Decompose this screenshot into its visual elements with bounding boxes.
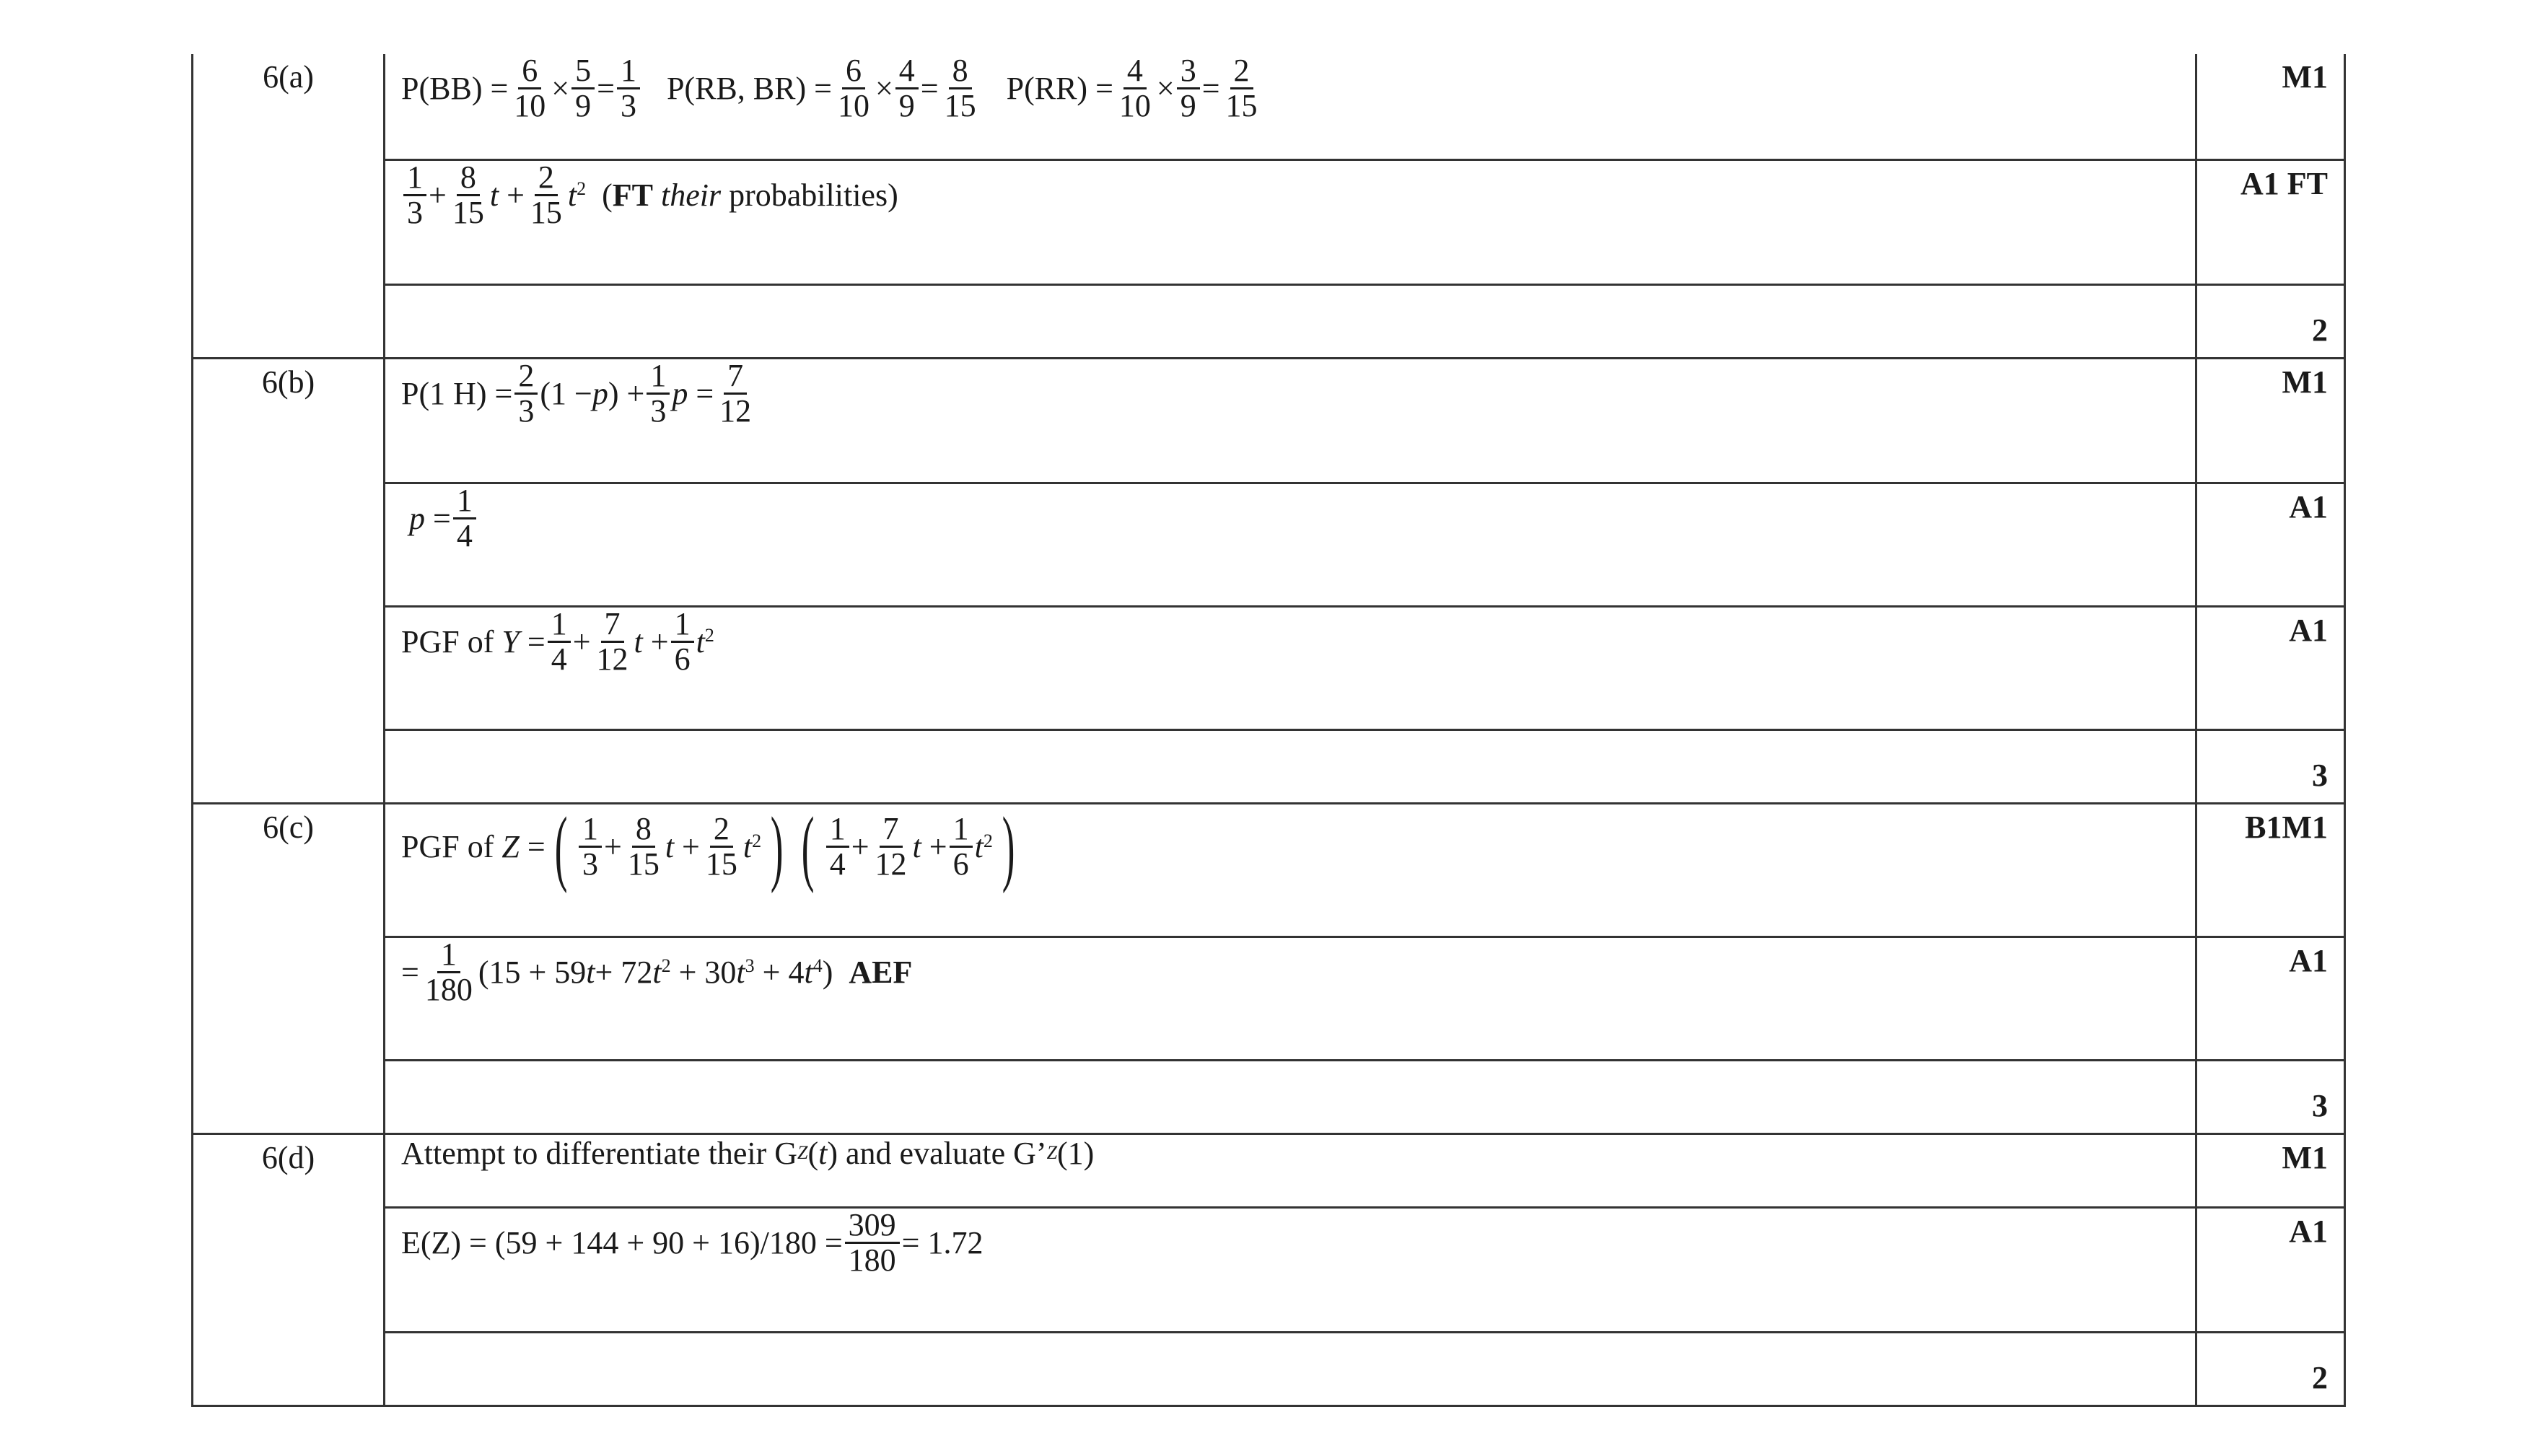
question-6a-label: 6(a) [193, 54, 385, 358]
mark-6b-3: A1 [2196, 606, 2345, 729]
row-6d-1 [193, 1133, 2345, 1207]
mark-6b-2: A1 [2196, 483, 2345, 606]
total-6a: 2 [2196, 284, 2345, 358]
row-6b-2 [193, 483, 2345, 606]
total-6b: 3 [2196, 729, 2345, 803]
row-6a-1 [193, 54, 2345, 159]
mark-6c-1: B1M1 [2196, 803, 2345, 937]
aef-note: AEF [849, 954, 913, 990]
row-6b-total [193, 729, 2345, 803]
mark-6b-1: M1 [2196, 358, 2345, 483]
working-6a-probabilities: P(BB) = $\frac{6}{10}$ × $\frac{5}{9}$ = $\frac{1}{3}$ P(RB, BR) = $\frac{6}{10}$ × $\frac{4}{9}$ = $\frac{8}{15}$ P(RR) = $\frac{4}{10}$ × $\frac{3}{9}$ = $\frac{2}{15}$ [385, 54, 2196, 159]
working-6d-attempt: Attempt to differentiate their G Z ( t ) and evaluate G’ Z (1) [385, 1133, 2196, 1207]
total-6c: 3 [2196, 1060, 2345, 1133]
working-6b-p-value: p = $\frac{1}{4}$ [385, 483, 2196, 606]
row-6a-2 [193, 159, 2345, 284]
mark-6c-2: A1 [2196, 937, 2345, 1060]
working-6b-equation: P(1 H) = $\frac{2}{3}$ (1 − p ) + $\frac{1}{3}$ p = $\frac{7}{12}$ [385, 358, 2196, 483]
row-6b-1 [193, 358, 2345, 483]
ft-note-open: ( [602, 177, 613, 213]
ft-note-bold: FT [612, 177, 654, 213]
row-6c-total [193, 1060, 2345, 1133]
question-6b-label: 6(b) [193, 358, 385, 803]
ez-prefix: E(Z) = (59 + 144 + 90 + 16)/180 = [401, 1224, 843, 1260]
ez-result: = 1.72 [901, 1224, 984, 1260]
working-6b-pgf-y: PGF of Y = $\frac{1}{4}$ + $\frac{7}{12}$ t + $\frac{1}{6}$ t $^2$ [385, 606, 2196, 729]
mark-6d-2: A1 [2196, 1207, 2345, 1332]
question-6c-label: 6(c) [193, 803, 385, 1133]
mark-6a-2: A1 FT [2196, 159, 2345, 284]
ez-denominator: 180 [848, 1242, 896, 1278]
working-6d-expectation [385, 1207, 2196, 1332]
row-6c-1 [193, 803, 2345, 937]
row-6d-2 [193, 1207, 2345, 1332]
mark-6a-1: M1 [2196, 54, 2345, 159]
mark-scheme-table [191, 54, 2346, 1407]
working-6c-pgf-z: PGF of Z = ( $\frac{1}{3}$ + $\frac{8}{15}$ t + $\frac{2}{15}$ t $^2$ ) ( $\frac{1}{4}$ + $\frac{7}{12}$ t + $\frac{1}{6}$ t $^2$ ) [385, 803, 2196, 937]
row-6b-3 [193, 606, 2345, 729]
question-6d-label: 6(d) [193, 1133, 385, 1405]
ft-note-italic: their [661, 177, 722, 213]
row-6c-2 [193, 937, 2345, 1060]
row-6a-total [193, 284, 2345, 358]
row-6d-total [193, 1332, 2345, 1405]
ft-note-text: probabilities) [729, 177, 898, 213]
working-6c-expanded: = $\frac{1}{180}$ (15 + 59 t + 72 t $^2$ + 30 t $^3$ + 4 t $^4$ ) AEF [385, 937, 2196, 1060]
working-6a-pgf-x: $\frac{1}{3}$ + $\frac{8}{15}$ t + $\frac{2}{15}$ t $^2$ ( FT their probabilities) [385, 159, 2196, 284]
ez-numerator: 309 [845, 1209, 900, 1244]
total-6d: 2 [2196, 1332, 2345, 1405]
mark-6d-1: M1 [2196, 1133, 2345, 1207]
